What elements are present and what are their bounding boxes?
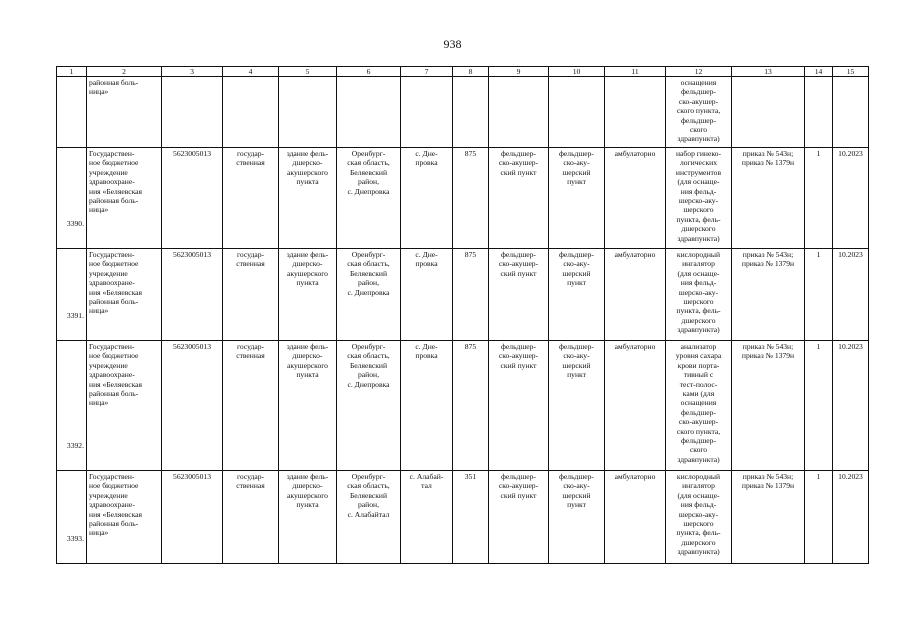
quantity	[805, 77, 833, 148]
code: 351	[453, 471, 489, 564]
inn	[162, 77, 223, 148]
building	[279, 77, 337, 148]
organization-name: Государствен- ное бюджетное учреждение здравоохране- ния «Беляевская районная боль- ница»	[87, 471, 162, 564]
column-header: 1	[57, 67, 87, 77]
unit: фельдшер- ско-акушер- ский пункт	[489, 148, 549, 249]
ownership: государ- ственная	[223, 249, 279, 341]
row-number: 3393.	[57, 471, 87, 564]
unit-type: фельдшер- ско-аку- шерский пункт	[549, 148, 605, 249]
locality: с. Алабай- тал	[401, 471, 453, 564]
equipment-item: набор гинеко- логических инструментов (для оснаще- ния фельд- шерско-аку- шерского пункта, фель- дшерского здравпункта)	[666, 148, 732, 249]
page-number: 938	[443, 37, 462, 51]
date: 10.2023	[833, 341, 869, 471]
unit	[489, 77, 549, 148]
registry-table	[56, 66, 869, 564]
unit: фельдшер- ско-акушер- ский пункт	[489, 341, 549, 471]
row-number: 3390.	[57, 148, 87, 249]
date	[833, 77, 869, 148]
building: здание фель- дшерско- акушерского пункта	[279, 148, 337, 249]
quantity: 1	[805, 249, 833, 341]
table-row	[57, 77, 869, 148]
unit-type	[549, 77, 605, 148]
column-header: 3	[162, 67, 223, 77]
ownership: государ- ственная	[223, 148, 279, 249]
column-header: 5	[279, 67, 337, 77]
inn: 5623005013	[162, 341, 223, 471]
ownership	[223, 77, 279, 148]
date: 10.2023	[833, 471, 869, 564]
legal-basis: приказ № 543н; приказ № 1379н	[732, 249, 805, 341]
code: 875	[453, 148, 489, 249]
column-header: 12	[666, 67, 732, 77]
building: здание фель- дшерско- акушерского пункта	[279, 249, 337, 341]
quantity: 1	[805, 148, 833, 249]
column-header: 14	[805, 67, 833, 77]
column-header: 8	[453, 67, 489, 77]
equipment-item: оснащения фельдшер- ско-акушер- ского пункта, фельдшер- ского здравпункта)	[666, 77, 732, 148]
building: здание фель- дшерско- акушерского пункта	[279, 471, 337, 564]
address	[337, 77, 401, 148]
row-number: 3392.	[57, 341, 87, 471]
unit-type: фельдшер- ско-аку- шерский пункт	[549, 341, 605, 471]
column-header: 6	[337, 67, 401, 77]
column-header: 9	[489, 67, 549, 77]
unit: фельдшер- ско-акушер- ский пункт	[489, 471, 549, 564]
column-number-row	[57, 67, 869, 77]
equipment-item: кислородный ингалятор (для оснаще- ния фельд- шерско-аку- шерского пункта, фель- дшерского здравпункта)	[666, 249, 732, 341]
address: Оренбург- ская область, Беляевский район, с. Днепровка	[337, 341, 401, 471]
inn: 5623005013	[162, 249, 223, 341]
date: 10.2023	[833, 148, 869, 249]
legal-basis: приказ № 543н; приказ № 1379н	[732, 148, 805, 249]
date: 10.2023	[833, 249, 869, 341]
equipment-item: кислородный ингалятор (для оснаще- ния фельд- шерско-аку- шерского пункта, фель- дшерского здравпункта)	[666, 471, 732, 564]
inn: 5623005013	[162, 471, 223, 564]
row-number: 3391.	[57, 249, 87, 341]
care-mode: амбулаторно	[605, 341, 666, 471]
address: Оренбург- ская область, Беляевский район, с. Днепровка	[337, 249, 401, 341]
unit: фельдшер- ско-акушер- ский пункт	[489, 249, 549, 341]
ownership: государ- ственная	[223, 471, 279, 564]
care-mode	[605, 77, 666, 148]
ownership: государ- ственная	[223, 341, 279, 471]
unit-type: фельдшер- ско-аку- шерский пункт	[549, 471, 605, 564]
equipment-item: анализатор уровня сахара крови порта- тивный с тест-полос- ками (для оснащения фельдшер- ско-акушер- ского пункта, фельдшер- ского здравпункта)	[666, 341, 732, 471]
organization-name: районная боль- ница»	[87, 77, 162, 148]
locality: с. Дне- провка	[401, 249, 453, 341]
legal-basis: приказ № 543н; приказ № 1379н	[732, 471, 805, 564]
table-row	[57, 341, 869, 471]
code	[453, 77, 489, 148]
table-row	[57, 249, 869, 341]
locality: с. Дне- провка	[401, 341, 453, 471]
column-header: 15	[833, 67, 869, 77]
care-mode: амбулаторно	[605, 249, 666, 341]
unit-type: фельдшер- ско-аку- шерский пункт	[549, 249, 605, 341]
column-header: 13	[732, 67, 805, 77]
building: здание фель- дшерско- акушерского пункта	[279, 341, 337, 471]
legal-basis	[732, 77, 805, 148]
address: Оренбург- ская область, Беляевский район, с. Днепровка	[337, 148, 401, 249]
quantity: 1	[805, 341, 833, 471]
column-header: 11	[605, 67, 666, 77]
organization-name: Государствен- ное бюджетное учреждение здравоохране- ния «Беляевская районная боль- ница»	[87, 341, 162, 471]
organization-name: Государствен- ное бюджетное учреждение здравоохране- ния «Беляевская районная боль- ница»	[87, 249, 162, 341]
code: 875	[453, 341, 489, 471]
column-header: 10	[549, 67, 605, 77]
table-row	[57, 471, 869, 564]
inn: 5623005013	[162, 148, 223, 249]
row-number	[57, 77, 87, 148]
legal-basis: приказ № 543н; приказ № 1379н	[732, 341, 805, 471]
code: 875	[453, 249, 489, 341]
care-mode: амбулаторно	[605, 471, 666, 564]
locality: с. Дне- провка	[401, 148, 453, 249]
organization-name: Государствен- ное бюджетное учреждение здравоохране- ния «Беляевская районная боль- ница»	[87, 148, 162, 249]
address: Оренбург- ская область, Беляевский район, с. Алабайтал	[337, 471, 401, 564]
table-row	[57, 148, 869, 249]
quantity: 1	[805, 471, 833, 564]
column-header: 4	[223, 67, 279, 77]
care-mode: амбулаторно	[605, 148, 666, 249]
column-header: 2	[87, 67, 162, 77]
column-header: 7	[401, 67, 453, 77]
locality	[401, 77, 453, 148]
